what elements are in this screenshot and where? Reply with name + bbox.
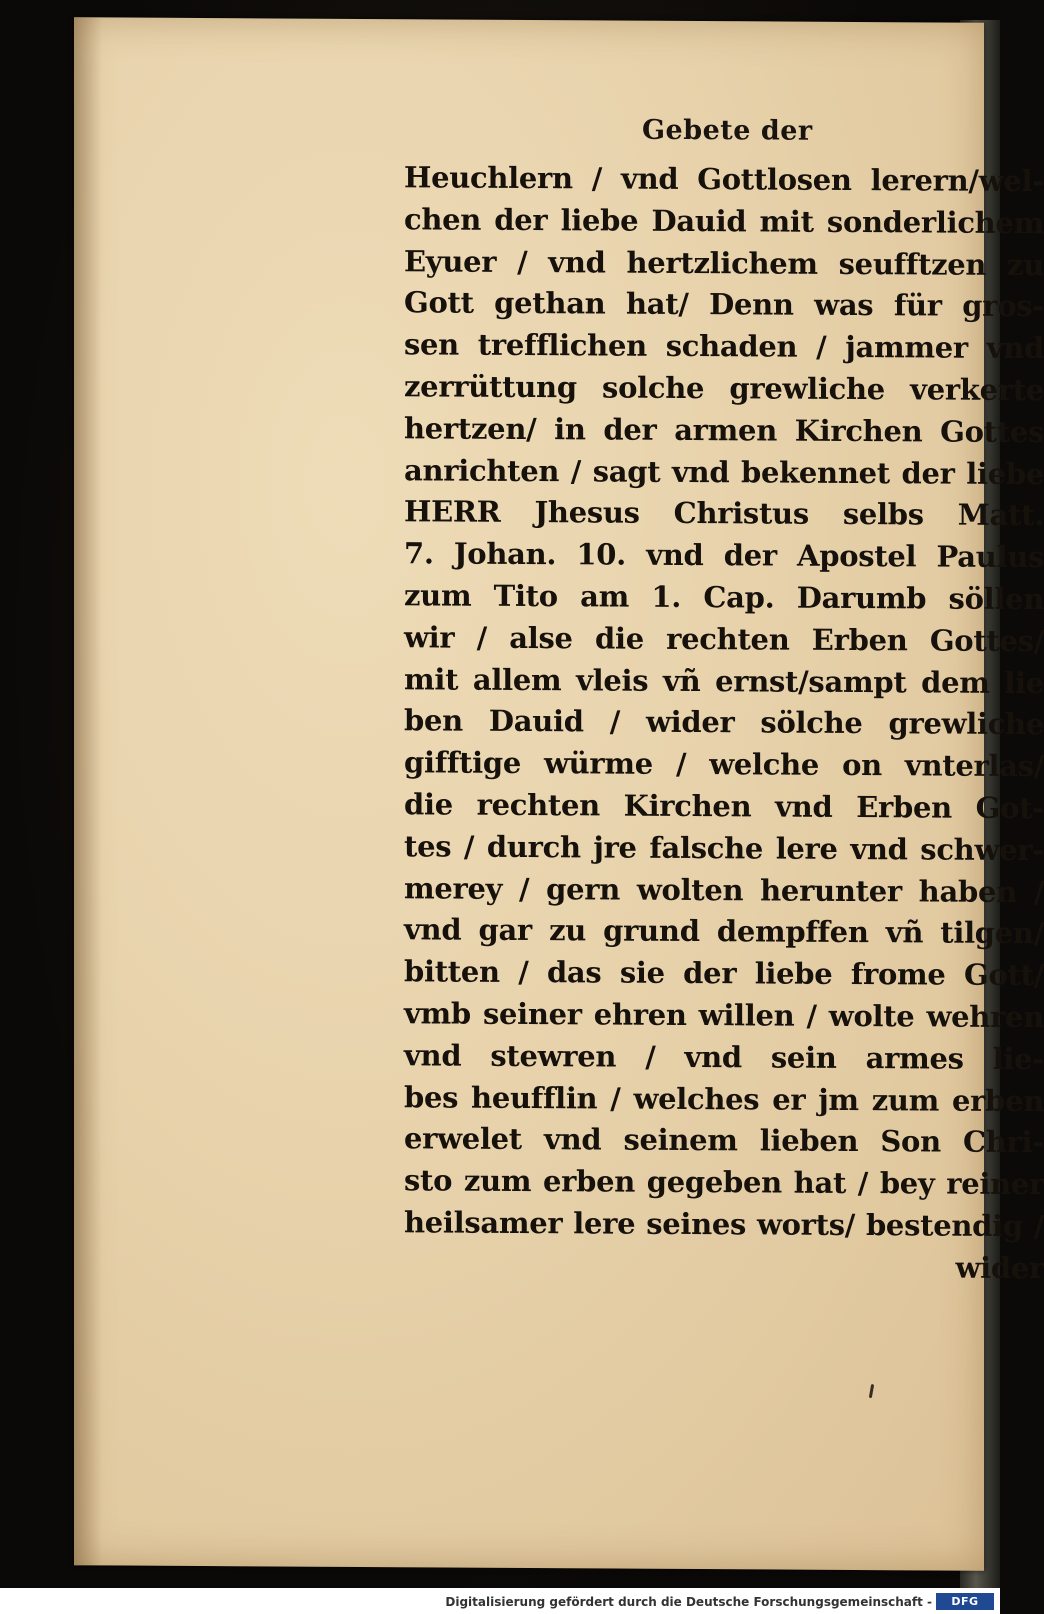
dfg-logo: DFG — [936, 1593, 994, 1610]
text-line: ben Dauid / wider sölche grewliche — [404, 703, 1044, 742]
text-line: Heuchlern / vnd Gottlosen lerern/wel- — [404, 160, 1044, 199]
text-line: zerrüttung solche grewliche verkerte — [404, 369, 1044, 408]
text-line: erwelet vnd seinem lieben Son Chri- — [404, 1121, 1044, 1160]
text-line: Eyuer / vnd hertzlichem seufftzen zu — [404, 243, 1044, 282]
text-line: bitten / das sie der liebe frome Gott/ — [404, 954, 1044, 993]
book-page — [74, 17, 1044, 1571]
text-line: HERR Jhesus Christus selbs Matt. — [404, 494, 1044, 533]
text-line: vnd stewren / vnd sein armes lie- — [404, 1037, 1044, 1076]
catchword: wider — [955, 1250, 1044, 1285]
text-line: Gott gethan hat/ Denn was für gros- — [404, 285, 1044, 324]
text-line: bes heufflin / welches er jm zum erben — [404, 1079, 1044, 1118]
footer-credit: Digitalisierung gefördert durch die Deutsche Forschungsgemeinschaft - — [445, 1595, 932, 1609]
text-line: vmb seiner ehren willen / wolte wehren — [404, 996, 1044, 1035]
text-line: gifftige würme / welche on vnterlas/ — [404, 745, 1044, 784]
ink-mark — [869, 1384, 874, 1398]
text-line: hertzen/ in der armen Kirchen Gottes — [404, 411, 1044, 449]
text-line: mit allem vleis vñ ernst/sampt dem lie — [404, 661, 1044, 700]
text-line: zum Tito am 1. Cap. Darumb söllen — [404, 578, 1044, 617]
text-line: heilsamer lere seines worts/ bestendig / — [404, 1205, 1044, 1244]
text-line: sto zum erben gegeben hat / bey reiner — [404, 1163, 1044, 1202]
text-line: anrichten / sagt vnd bekennet der liebe — [404, 452, 1044, 491]
text-line: tes / durch jre falsche lere vnd schwer- — [404, 828, 1044, 867]
digitization-footer — [0, 1588, 1000, 1614]
text-line: die rechten Kirchen vnd Erben Got- — [404, 787, 1044, 826]
text-line: wir / alse die rechten Erben Gottes/ — [404, 620, 1044, 658]
text-line: merey / gern wolten herunter haben / — [404, 870, 1044, 909]
text-line: sen trefflichen schaden / jammer vnd — [404, 327, 1044, 366]
text-block — [404, 157, 1044, 1289]
text-line: 7. Johan. 10. vnd der Apostel Paulus — [404, 536, 1044, 575]
text-line: chen der liebe Dauid mit sonderlichem — [404, 202, 1044, 240]
text-line: vnd gar zu grund dempffen vñ tilgen/ — [404, 912, 1044, 951]
running-header: Gebete der — [642, 114, 813, 147]
